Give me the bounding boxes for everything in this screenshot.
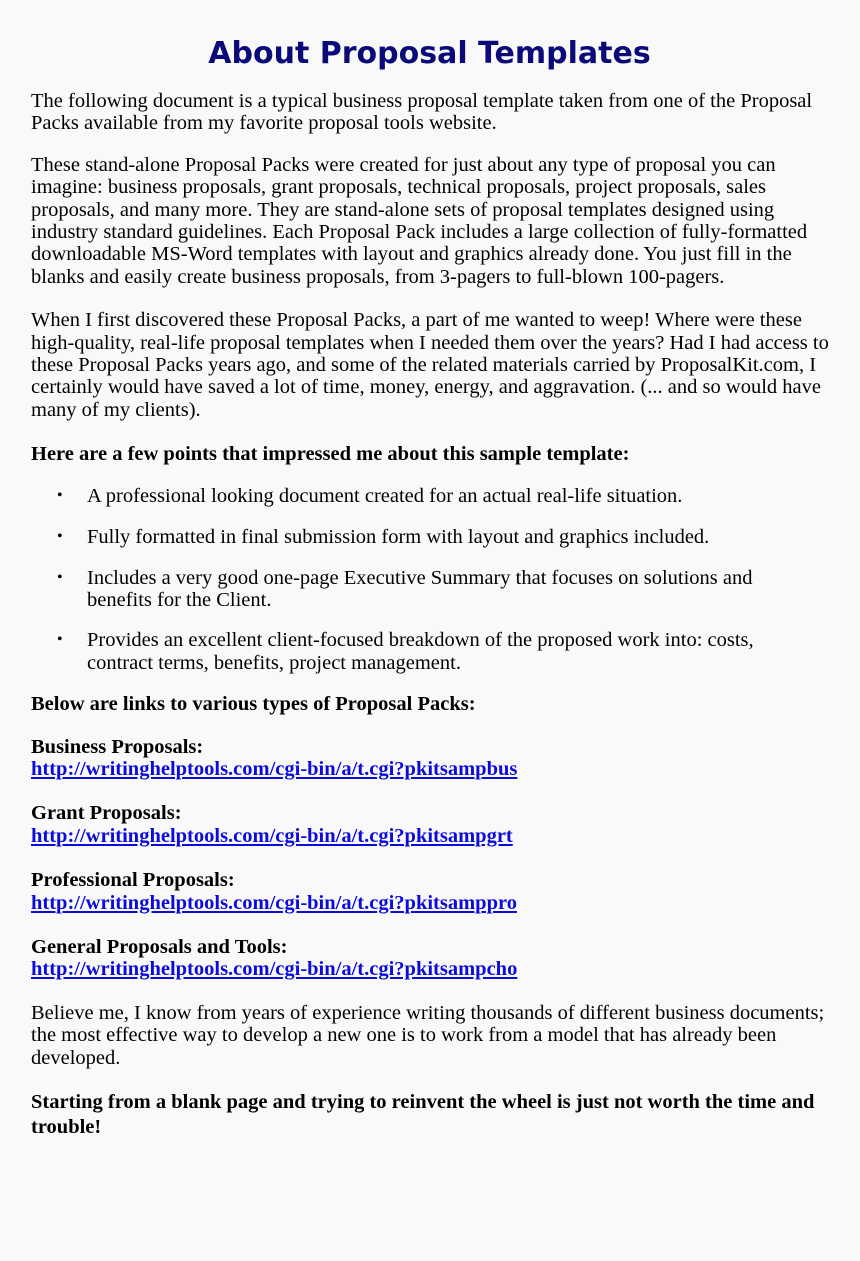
link-group-label: Professional Proposals: [31,869,235,892]
general-proposals-link[interactable]: http://writinghelptools.com/cgi-bin/a/t.cgi?pkitsampcho [31,958,518,981]
bullet-icon: • [57,528,63,546]
discovery-paragraph: When I first discovered these Proposal Packs, a part of me wanted to weep! Where were these high-quality, real-life proposal templates when I needed them over the years? Had I had access to these Proposal Packs years ago, and some of the related materials carried by ProposalKit.com, I certainly would have saved a lot of time, money, energy, and aggravation. (... and so would have many of my clients). [31,309,829,421]
list-item [31,526,831,548]
links-heading: Below are links to various types of Proposal Packs: [31,693,476,716]
business-proposals-link[interactable]: http://writinghelptools.com/cgi-bin/a/t.cgi?pkitsampbus [31,757,518,780]
list-item [31,629,831,674]
professional-proposals-link[interactable]: http://writinghelptools.com/cgi-bin/a/t.cgi?pkitsamppro [31,891,517,914]
link-group-label: Grant Proposals: [31,802,182,825]
list-item-text: Provides an excellent client-focused breakdown of the proposed work into: costs, contract terms, benefits, project management. [87,629,754,674]
proposal-packs-paragraph: These stand-alone Proposal Packs were created for just about any type of proposal you can imagine: business proposals, grant proposals, technical proposals, project proposals, sales proposals, and many more. They are stand-alone sets of proposal templates designed using industry standard guidelines. Each Proposal Pack includes a large collection of fully-formatted downloadable MS-Word templates with layout and graphics already done. You just fill in the blanks and easily create business proposals, from 3-pagers to full-blown 100-pagers. [31,153,808,288]
points-list [31,485,831,674]
list-item [31,485,831,507]
grant-proposals-link[interactable]: http://writinghelptools.com/cgi-bin/a/t.cgi?pkitsampgrt [31,824,513,847]
link-group-professional [31,869,831,914]
bullet-icon: • [57,568,63,586]
link-group-general [31,936,831,981]
list-item-text: Includes a very good one-page Executive Summary that focuses on solutions and benefits for the Client. [87,566,753,611]
link-group-grant [31,802,831,847]
list-item-text: Fully formatted in final submission form with layout and graphics included. [87,526,710,549]
experience-paragraph: Believe me, I know from years of experience writing thousands of different business documents; the most effective way to develop a new one is to work from a model that has already been developed. [31,1001,825,1069]
list-item [31,567,831,612]
bullet-icon: • [57,486,63,504]
bullet-icon: • [57,631,63,649]
document-page [31,0,831,1140]
link-group-label: General Proposals and Tools: [31,935,288,958]
points-heading: Here are a few points that impressed me about this sample template: [31,443,630,466]
link-group-label: Business Proposals: [31,735,204,758]
closing-statement: Starting from a blank page and trying to reinvent the wheel is just not worth the time and trouble! [31,1091,815,1138]
page-title: About Proposal Templates [208,36,651,71]
list-item-text: A professional looking document created for an actual real-life situation. [87,484,683,507]
intro-paragraph: The following document is a typical business proposal template taken from one of the Proposal Packs available from my favorite proposal tools website. [31,90,813,135]
link-group-business [31,736,831,781]
